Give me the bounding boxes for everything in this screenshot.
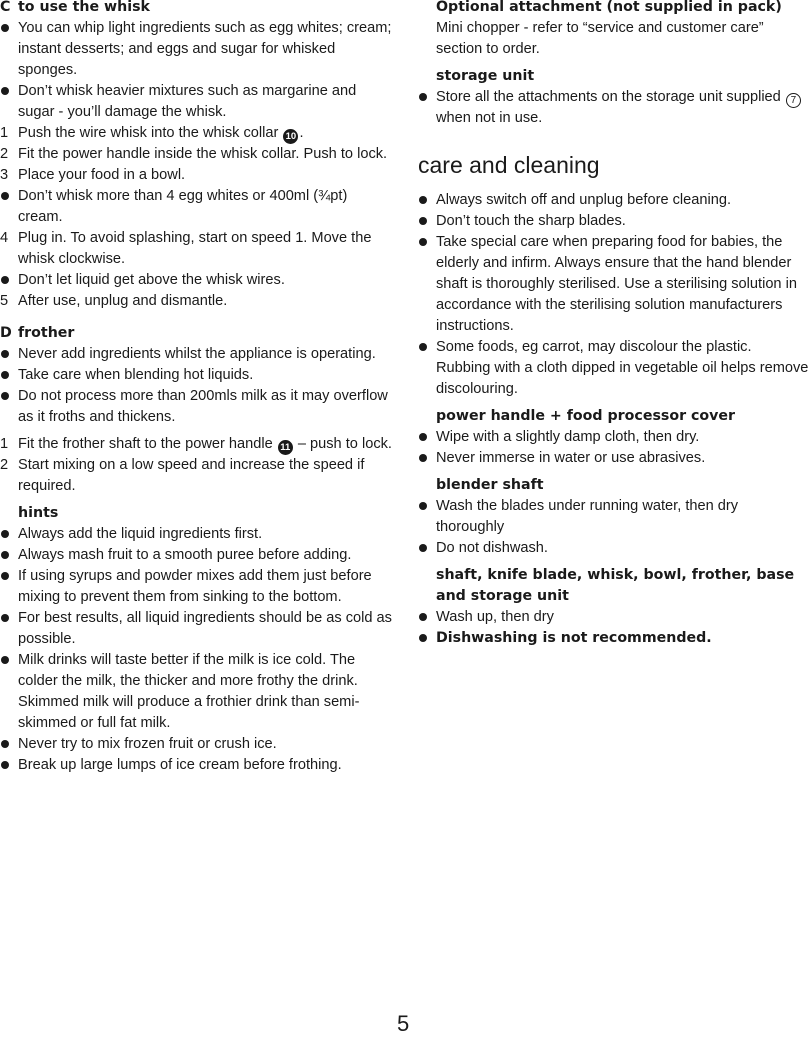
step-number: 2 xyxy=(0,457,9,473)
list-item: Don’t let liquid get above the whisk wires. xyxy=(0,270,393,291)
list-item: Some foods, eg carrot, may discolour the plastic. Rubbing with a cloth dipped in vegetable oil helps remove discolouring. xyxy=(418,337,809,400)
list-item: For best results, all liquid ingredients should be as cold as possible. xyxy=(0,608,393,650)
list-item: Don’t whisk heavier mixtures such as margarine and sugar - you’ll damage the whisk. xyxy=(0,81,393,123)
list-item: Break up large lumps of ice cream before frothing. xyxy=(0,755,393,776)
step-number: 4 xyxy=(0,230,9,246)
step-number: 5 xyxy=(0,293,9,309)
list-item: Wipe with a slightly damp cloth, then dry. xyxy=(418,427,809,448)
step-item xyxy=(0,123,393,144)
list-item: Never add ingredients whilst the appliance is operating. xyxy=(0,344,393,365)
list-item: Take care when blending hot liquids. xyxy=(0,365,393,386)
step-text-end: – push to lock. xyxy=(297,436,392,452)
step-text-end: . xyxy=(299,125,304,141)
optional-heading: Optional attachment (not supplied in pack) xyxy=(436,0,782,15)
section-d-letter: D xyxy=(0,325,12,341)
optional-text: Mini chopper - refer to “service and customer care” section to order. xyxy=(436,20,764,57)
step-item xyxy=(0,144,393,165)
list-item: Take special care when preparing food for babies, the elderly and infirm. Always ensure that the hand blender shaft is thoroughly sterilised. Use a sterilising solution in accordance with the sterilising solution manufacturers instructions. xyxy=(418,232,809,337)
right-column xyxy=(418,0,809,649)
step-number: 1 xyxy=(0,125,9,141)
list-item: Always mash fruit to a smooth puree before adding. xyxy=(0,545,393,566)
left-column xyxy=(0,0,393,776)
step-text: Push the wire whisk into the whisk collar xyxy=(18,125,279,141)
list-item: Always add the liquid ingredients first. xyxy=(0,524,393,545)
step-item xyxy=(0,455,393,497)
step-text: Fit the frother shaft to the power handle xyxy=(18,436,273,452)
step-item xyxy=(0,165,393,186)
care-and-cleaning-heading: care and cleaning xyxy=(418,152,600,178)
step-item xyxy=(0,434,393,455)
list-item: Do not dishwash. xyxy=(418,538,809,559)
step-text: Place your food in a bowl. xyxy=(18,167,186,183)
list-item: Never immerse in water or use abrasives. xyxy=(418,448,809,469)
power-handle-heading: power handle + food processor cover xyxy=(436,408,736,424)
list-item: Don’t touch the sharp blades. xyxy=(418,211,809,232)
storage-text-end: when not in use. xyxy=(436,110,543,126)
list-item: Do not process more than 200mls milk as it may overflow as it froths and thickens. xyxy=(0,386,393,428)
part-ref-7-icon: 7 xyxy=(786,93,801,108)
step-number: 1 xyxy=(0,436,9,452)
list-item-warning: Dishwashing is not recommended. xyxy=(418,628,809,649)
list-item: Wash up, then dry xyxy=(418,607,809,628)
step-text: Start mixing on a low speed and increase the speed if required. xyxy=(18,457,365,494)
list-item: If using syrups and powder mixes add them just before mixing to prevent them from sinking to the bottom. xyxy=(0,566,393,608)
storage-text: Store all the attachments on the storage unit supplied xyxy=(436,89,781,105)
step-item xyxy=(0,228,393,270)
list-item: You can whip light ingredients such as egg whites; cream; instant desserts; and eggs and sugar for whisked sponges. xyxy=(0,18,393,81)
step-text: After use, unplug and dismantle. xyxy=(18,293,228,309)
list-item: Never try to mix frozen fruit or crush ice. xyxy=(0,734,393,755)
step-text: Fit the power handle inside the whisk collar. Push to lock. xyxy=(18,146,388,162)
list-item: Wash the blades under running water, then dry thoroughly xyxy=(418,496,809,538)
part-ref-11-icon: 11 xyxy=(278,440,293,455)
step-number: 2 xyxy=(0,146,9,162)
blender-shaft-heading: blender shaft xyxy=(436,477,544,493)
section-d-heading xyxy=(0,323,393,344)
part-ref-10-icon: 10 xyxy=(283,129,298,144)
shaft-group-heading: shaft, knife blade, whisk, bowl, frother, base and storage unit xyxy=(436,567,795,604)
step-number: 3 xyxy=(0,167,9,183)
page-number: 5 xyxy=(397,1011,410,1036)
list-item: Don’t whisk more than 4 egg whites or 400ml (¾pt) cream. xyxy=(0,186,393,228)
section-c-letter: C xyxy=(0,0,11,15)
list-item: Milk drinks will taste better if the milk is ice cold. The colder the milk, the thicker and more frothy the drink. Skimmed milk will produce a frothier drink than semi-skimmed or full fat milk. xyxy=(0,650,393,734)
section-d-title: frother xyxy=(18,325,75,341)
section-c-heading xyxy=(0,0,393,18)
list-item: Always switch off and unplug before cleaning. xyxy=(418,190,809,211)
step-text: Plug in. To avoid splashing, start on speed 1. Move the whisk clockwise. xyxy=(18,230,372,267)
step-item xyxy=(0,291,393,312)
section-c-title: to use the whisk xyxy=(18,0,150,15)
hints-heading: hints xyxy=(18,505,59,521)
storage-heading: storage unit xyxy=(436,68,535,84)
list-item xyxy=(418,87,809,129)
